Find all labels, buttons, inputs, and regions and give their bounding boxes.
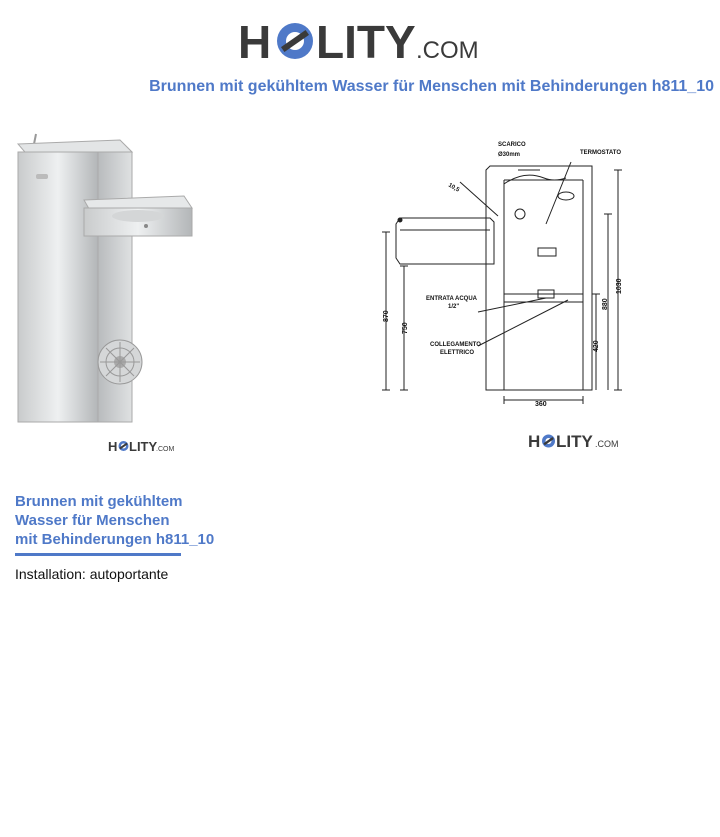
label-entrata-size: 1/2" (448, 304, 460, 310)
product-photo (8, 122, 200, 424)
product-title-line-3: mit Behinderungen h811_10 (15, 531, 215, 548)
page-title: Brunnen mit gekühltem Wasser für Menschen mit Behinderungen h811_10 (149, 78, 714, 95)
dim-360: 360 (535, 401, 547, 408)
logo-domain: .COM (595, 439, 619, 449)
logo-prefix: H (528, 432, 541, 451)
product-title-line-2: Wasser für Menschen (15, 512, 170, 529)
spec-value: autoportante (89, 566, 169, 582)
spec-label: Installation: (15, 566, 86, 582)
holity-logo-small (108, 438, 174, 454)
dim-1030: 1030 (616, 278, 623, 294)
label-elettrico: ELETTRICO (440, 350, 474, 356)
label-scarico: SCARICO (498, 142, 526, 148)
logo-suffix: LITY (556, 432, 593, 451)
holity-logo-small-2 (528, 431, 622, 451)
holity-logo[interactable] (238, 12, 483, 68)
label-entrata-acqua: ENTRATA ACQUA (426, 296, 477, 302)
logo-circle-icon (542, 435, 555, 448)
logo-suffix: LITY (129, 439, 158, 454)
title-underline (15, 553, 181, 556)
dim-880: 880 (602, 298, 609, 310)
logo-suffix: LITY (316, 16, 416, 68)
logo-domain: .COM (156, 446, 174, 453)
logo-circle-icon (277, 23, 313, 59)
dim-420: 420 (593, 340, 600, 352)
technical-drawing (378, 134, 640, 410)
product-title (15, 492, 245, 549)
label-angle: 10,5 (447, 182, 461, 194)
dim-750: 750 (402, 322, 409, 334)
label-scarico-size: Ø30mm (498, 152, 521, 158)
spec-installation (15, 566, 168, 582)
label-termostato: TERMOSTATO (580, 150, 621, 156)
logo-prefix: H (238, 16, 272, 68)
logo-circle-icon (119, 441, 129, 451)
label-collegamento: COLLEGAMENTO (430, 342, 481, 348)
product-title-line-1: Brunnen mit gekühltem (15, 493, 183, 510)
logo-domain: .COM (416, 37, 479, 64)
dim-870: 870 (383, 310, 390, 322)
logo-prefix: H (108, 439, 118, 454)
